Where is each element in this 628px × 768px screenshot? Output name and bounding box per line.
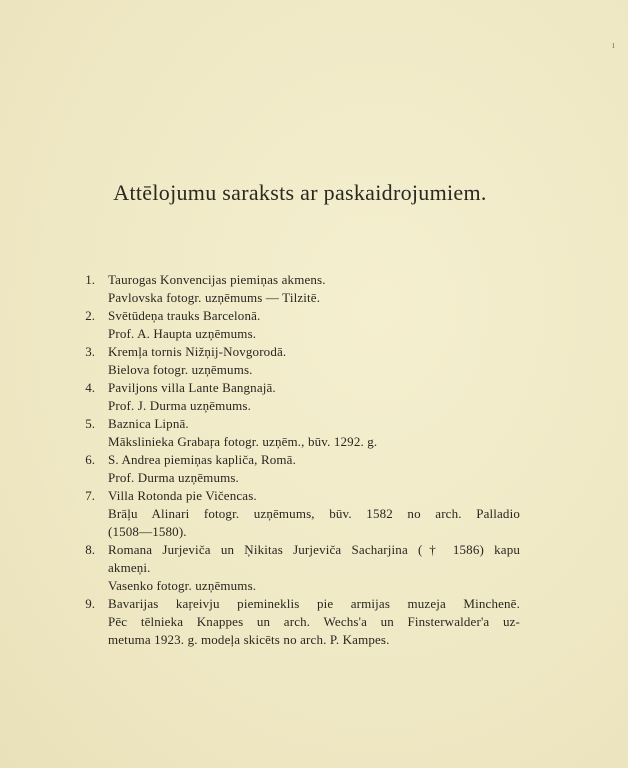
illustration-list bbox=[70, 271, 520, 649]
entry-text bbox=[108, 451, 520, 487]
entry-credit-line: metuma 1923. g. modeļa skicēts no arch. P. Kampes. bbox=[108, 632, 390, 647]
entry-text bbox=[108, 343, 520, 379]
entry-caption: Taurogas Konvencijas piemiņas akmens. bbox=[108, 272, 326, 287]
list-item bbox=[70, 343, 520, 379]
entry-credit-line: Prof. Durma uzņēmums. bbox=[108, 470, 239, 485]
entry-credit-line: Bielova fotogr. uzņēmums. bbox=[108, 362, 253, 377]
list-item bbox=[70, 415, 520, 451]
list-item bbox=[70, 307, 520, 343]
entry-caption: Villa Rotonda pie Vičencas. bbox=[108, 488, 257, 503]
entry-credit-line: (1508—1580). bbox=[108, 524, 187, 539]
entry-credit-line: Pēc tēlnieka Knappes un arch. Wechs'a un Finsterwalder'a uz- bbox=[108, 614, 520, 629]
entry-credit-line: Mākslinieka Grabaŗa fotogr. uzņēm., būv. 1292. g. bbox=[108, 434, 378, 449]
entry-credit-line: Pavlovska fotogr. uzņēmums — Tilzitē. bbox=[108, 290, 321, 305]
entry-number: 4. bbox=[85, 380, 95, 395]
entry-text bbox=[108, 487, 520, 541]
entry-caption: Paviljons villa Lante Bangnajā. bbox=[108, 380, 276, 395]
list-item bbox=[70, 271, 520, 307]
list-item bbox=[70, 541, 520, 595]
entry-credit-line: Vasenko fotogr. uzņēmums. bbox=[108, 578, 257, 593]
entry-number: 6. bbox=[85, 452, 95, 467]
entry-number: 7. bbox=[85, 488, 95, 503]
list-item bbox=[70, 451, 520, 487]
list-item bbox=[70, 487, 520, 541]
entry-caption: Baznica Lipnā. bbox=[108, 416, 189, 431]
entry-caption: Kremļa tornis Nižņij-Novgorodā. bbox=[108, 344, 287, 359]
paper-speck: ı bbox=[612, 40, 615, 51]
entry-caption: Romana Jurjeviča un Ņikitas Jurjeviča Sacharjina († 1586) kapu bbox=[108, 542, 520, 557]
entry-caption: S. Andrea piemiņas kapliča, Romā. bbox=[108, 452, 296, 467]
entry-number: 2. bbox=[85, 308, 95, 323]
entry-credit-line: Brāļu Alinari fotogr. uzņēmums, būv. 1582 no arch. Palladio bbox=[108, 506, 520, 521]
entry-caption: Svētūdeņa trauks Barcelonā. bbox=[108, 308, 261, 323]
entry-text bbox=[108, 271, 520, 307]
entry-text bbox=[108, 307, 520, 343]
entry-text bbox=[108, 415, 520, 451]
entry-caption: Bavarijas kaŗeivju piemineklis pie armijas muzeja Minchenē. bbox=[108, 596, 520, 611]
entry-credit-line: akmeņi. bbox=[108, 560, 151, 575]
list-item bbox=[70, 379, 520, 415]
entry-text bbox=[108, 379, 520, 415]
entry-number: 3. bbox=[85, 344, 95, 359]
entry-text bbox=[108, 541, 520, 595]
entry-number: 5. bbox=[85, 416, 95, 431]
entry-text bbox=[108, 595, 520, 649]
entry-number: 9. bbox=[85, 596, 95, 611]
entry-credit-line: Prof. A. Haupta uzņēmums. bbox=[108, 326, 257, 341]
list-item bbox=[70, 595, 520, 649]
entry-number: 1. bbox=[85, 272, 95, 287]
entry-credit-line: Prof. J. Durma uzņēmums. bbox=[108, 398, 251, 413]
entry-number: 8. bbox=[85, 542, 95, 557]
page-title: Attēlojumu saraksts ar paskaidrojumiem. bbox=[113, 180, 487, 205]
